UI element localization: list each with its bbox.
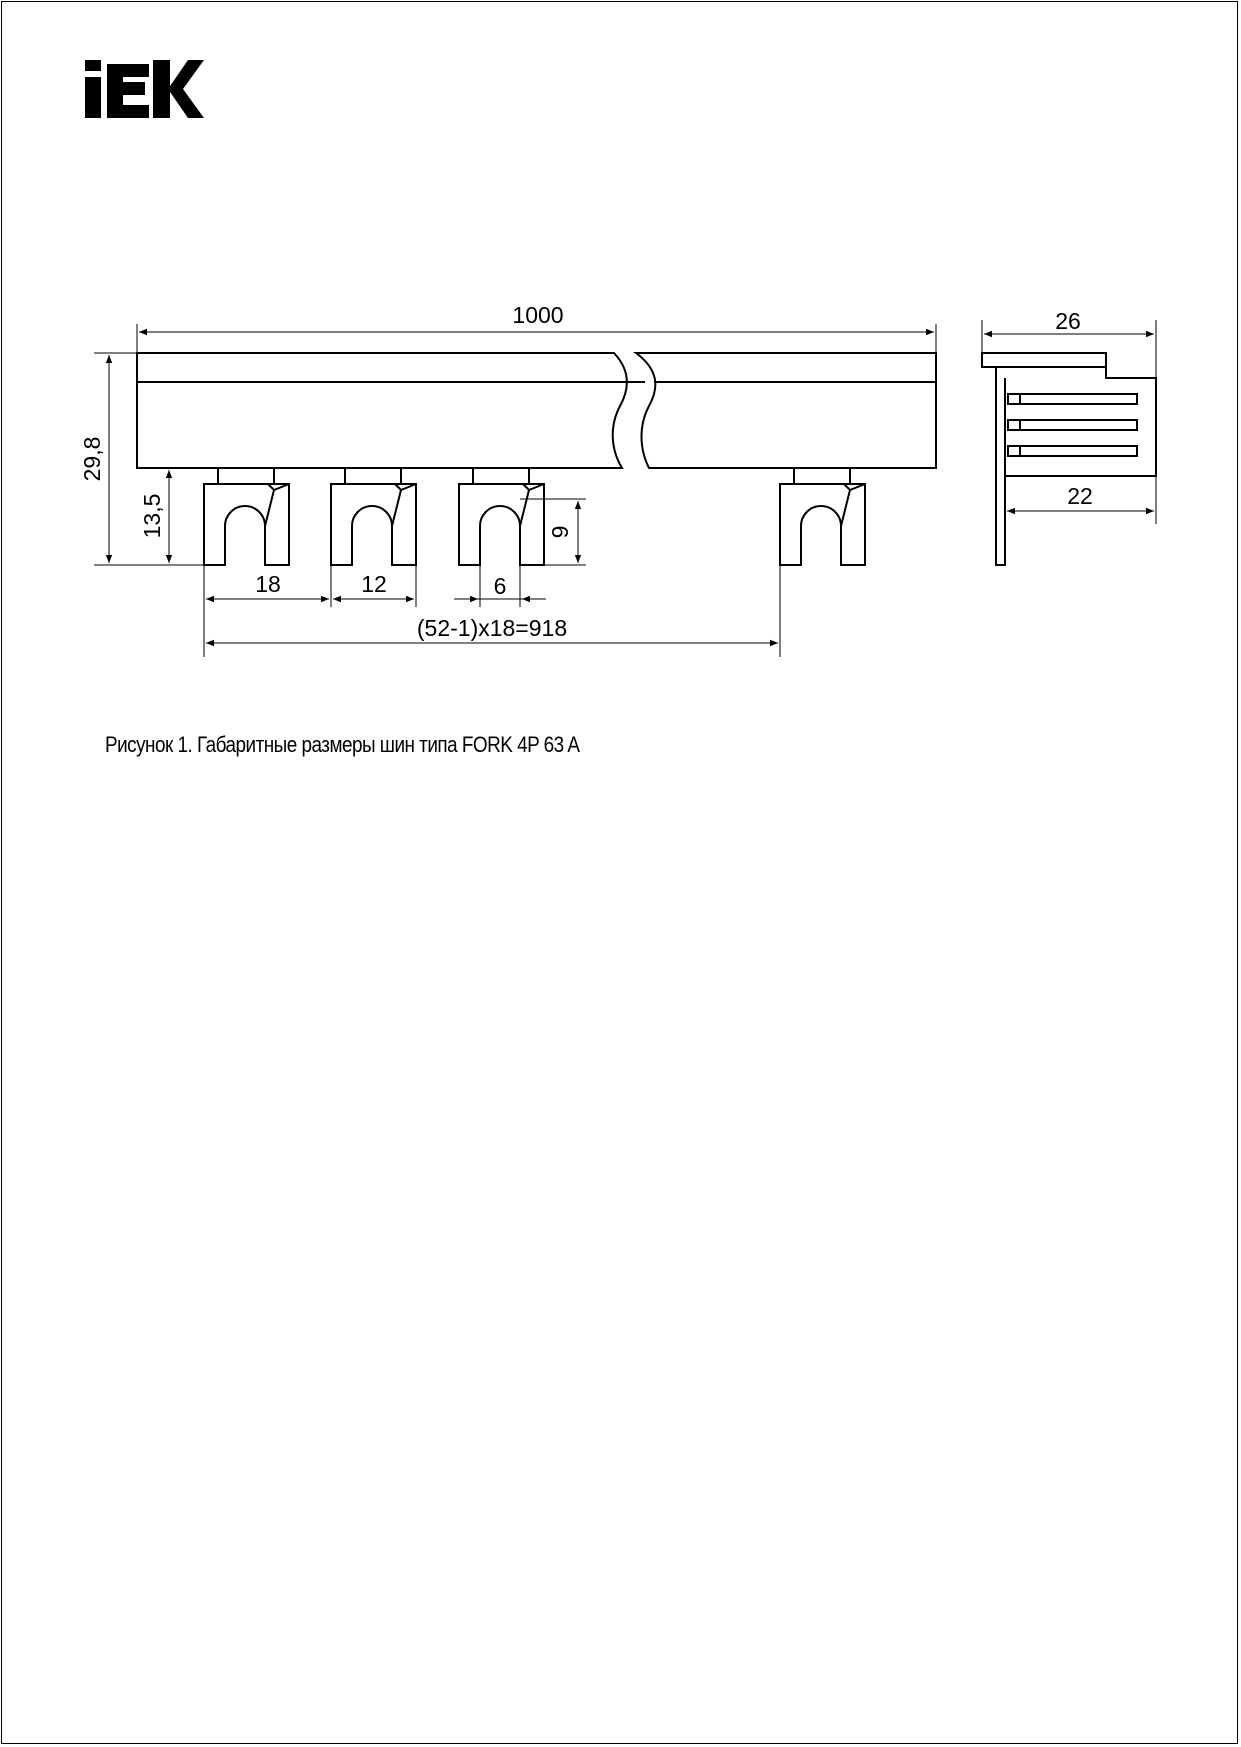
dim-fork-height-label: 13,5 bbox=[139, 493, 165, 539]
dim-length-label: 1000 bbox=[512, 302, 564, 328]
fork-3 bbox=[459, 468, 544, 565]
iek-logo bbox=[85, 60, 204, 118]
fork-2 bbox=[331, 468, 416, 565]
dim-side-inner-width-label: 22 bbox=[1067, 483, 1093, 509]
fork-1 bbox=[204, 468, 289, 565]
dim-total-pitch-label: (52-1)x18=918 bbox=[416, 615, 568, 641]
figure-caption: Рисунок 1. Габаритные размеры шин типа FORK 4P 63 A bbox=[105, 732, 580, 757]
dim-pitch-label: 18 bbox=[255, 571, 281, 597]
dim-fork-width-label: 12 bbox=[361, 571, 387, 597]
dim-height-label: 29,8 bbox=[79, 436, 105, 482]
dim-side-width-label: 26 bbox=[1055, 308, 1081, 334]
dim-slot-width-label: 6 bbox=[493, 573, 507, 599]
side-view bbox=[982, 353, 1156, 565]
technical-drawing bbox=[2, 2, 1241, 1747]
fork-last bbox=[780, 468, 865, 565]
busbar-body bbox=[137, 353, 936, 468]
dim-slot-depth-label: 9 bbox=[547, 525, 573, 539]
drawing-sheet bbox=[1, 1, 1238, 1744]
